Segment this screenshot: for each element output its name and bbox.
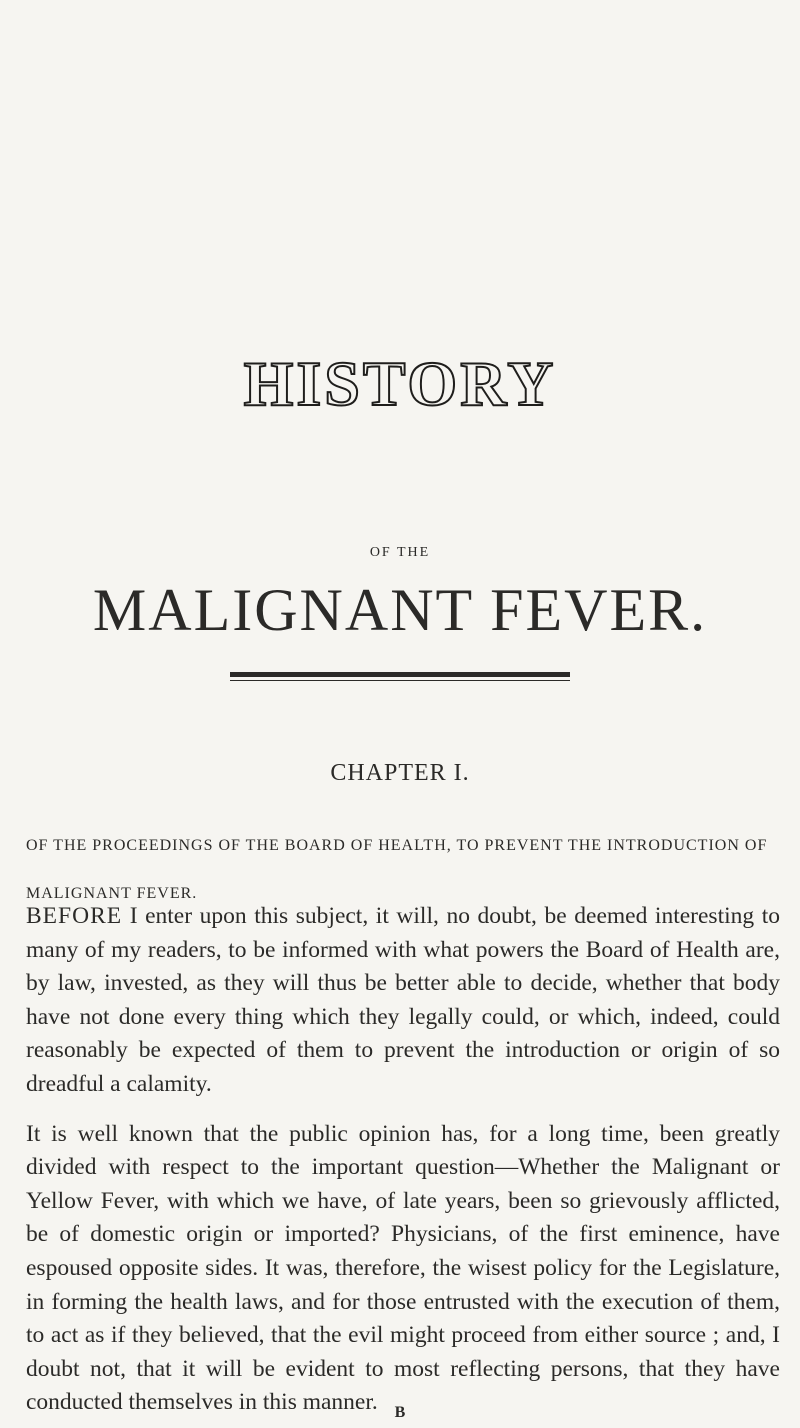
title-rule-thin bbox=[230, 680, 570, 681]
chapter-subtitle: OF THE PROCEEDINGS OF THE BOARD OF HEALTH, TO PREVENT THE INTRODUCTION OF MALIGNANT FEVER. bbox=[26, 837, 768, 902]
chapter-heading: CHAPTER I. bbox=[330, 760, 470, 786]
signature-mark: B bbox=[394, 1404, 406, 1421]
paragraph-1 bbox=[26, 900, 780, 1102]
paragraph-1-text: I enter upon this subject, it will, no doubt, be deemed interesting to many of my readers, to be informed with what powers the Board of Health are, by law, invested, as they will thus be better able to decide, whether that body have not done every thing which they legally could, or which, indeed, could reasonably be expected of them to prevent the introduction or origin of so dreadful a calamity. bbox=[26, 903, 780, 1097]
paragraph-1-lead: BEFORE bbox=[26, 903, 123, 929]
title-rule-thick bbox=[230, 672, 570, 677]
title-connector: OF THE bbox=[369, 545, 431, 560]
title-history: HISTORY bbox=[243, 348, 557, 419]
body-text bbox=[26, 900, 780, 1420]
paragraph-2: It is well known that the public opinion has, for a long time, been greatly divided with respect to the important question—Whether the Malignant or Yellow Fever, with which we have, of late years, been so grievously afflicted, be of domestic origin or imported? Physicians, of the first eminence, have espoused opposite sides. It was, therefore, the wisest policy for the Legislature, in forming the health laws, and for those entrusted with the execution of them, to act as if they believed, that the evil might proceed from either source ; and, I doubt not, that it will be evident to most reflecting persons, that they have conducted themselves in this manner. bbox=[26, 1120, 780, 1416]
title-main: MALIGNANT FEVER. bbox=[92, 577, 708, 643]
